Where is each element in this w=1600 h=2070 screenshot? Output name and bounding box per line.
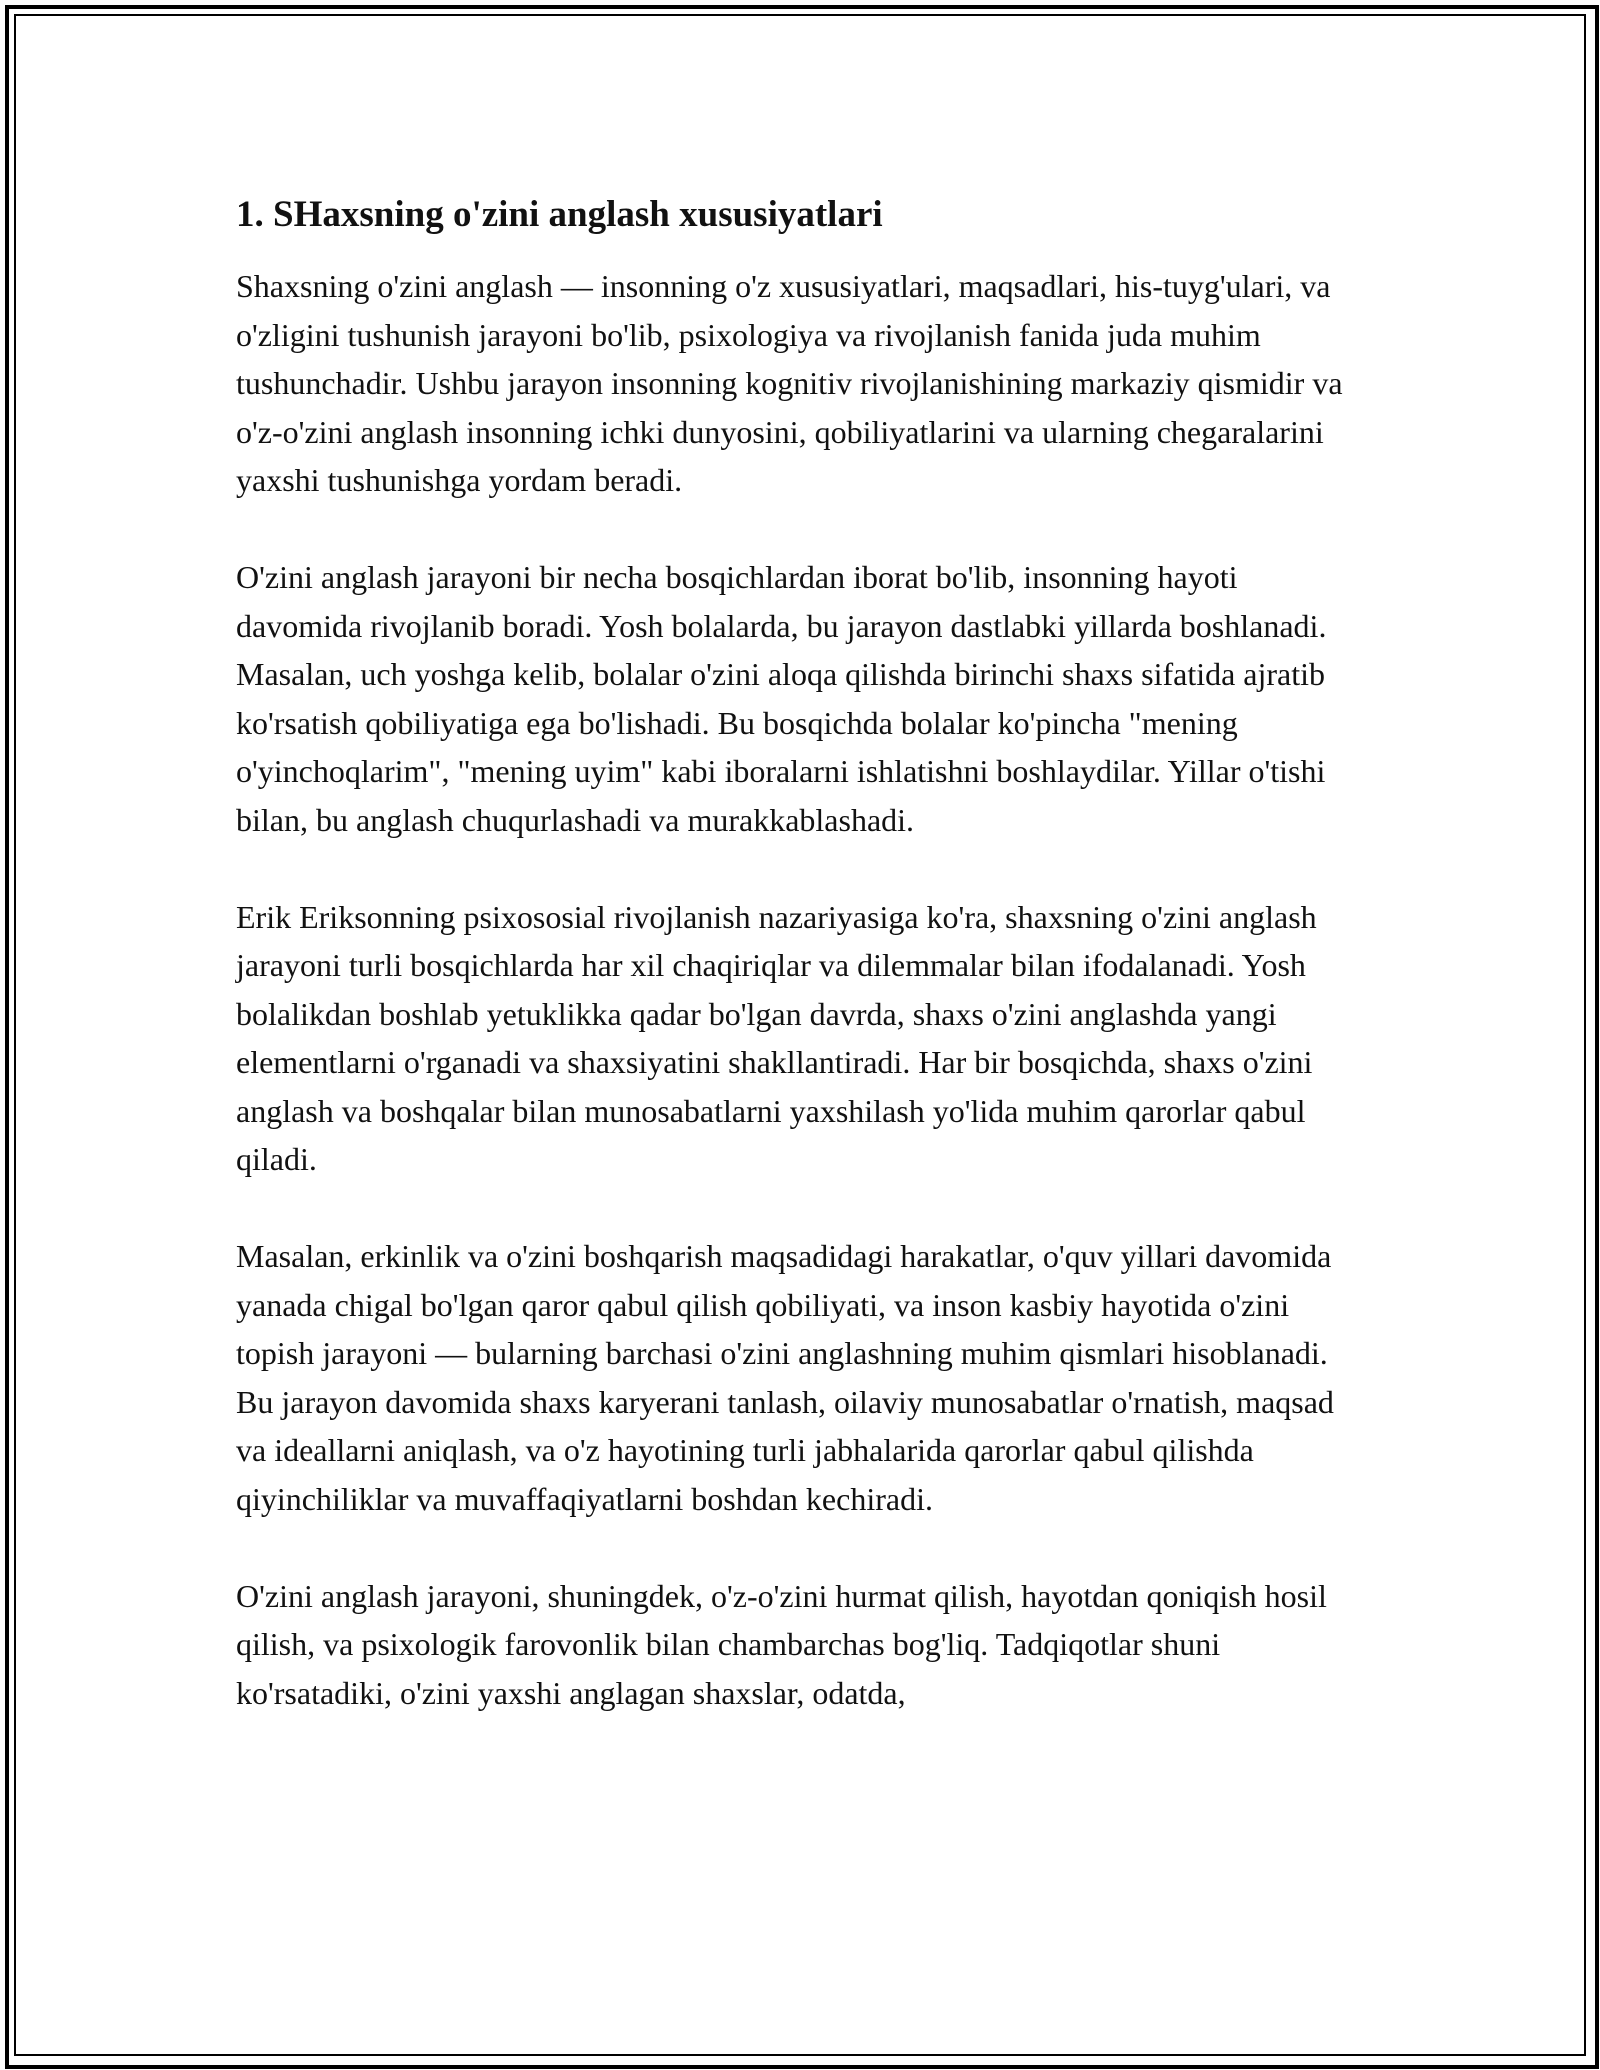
paragraph: Shaxsning o'zini anglash — insonning o'z xususiyatlari, maqsadlari, his-tuyg'ulari, va o'zligini tushunish jarayoni bo'lib, psixologiya va rivojlanish fanida juda muhim tushunchadir. Ushbu jarayon insonning kognitiv rivojlanishining markaziy qismidir va o'z-o'zini anglash insonning ichki dunyosini, qobiliyatlarini va ularning chegaralarini yaxshi tushunishga yordam beradi. — [236, 268, 1343, 498]
section-heading: 1. SHaxsning o'zini anglash xususiyatlari — [236, 194, 883, 235]
paragraph: Erik Eriksonning psixososial rivojlanish nazariyasiga ko'ra, shaxsning o'zini anglash jarayoni turli bosqichlarda har xil chaqiriqlar va dilemmalar bilan ifodalanadi. Yosh bolalikdan boshlab yetuklikka qadar bo'lgan davrda, shaxs o'zini anglashda yangi elementlarni o'rganadi va shaxsiyatini shakllantiradi. Har bir bosqichda, shaxs o'zini anglash va boshqalar bilan munosabatlarni yaxshilash yo'lida muhim qarorlar qabul qiladi. — [236, 898, 1317, 1177]
paragraph: O'zini anglash jarayoni, shuningdek, o'z-o'zini hurmat qilish, hayotdan qoniqish hosil qilish, va psixologik farovonlik bilan chambarchas bog'liq. Tadqiqotlar shuni ko'rsatadiki, o'zini yaxshi anglagan shaxslar, odatda, — [236, 1577, 1327, 1711]
paragraph: O'zini anglash jarayoni bir necha bosqichlardan iborat bo'lib, insonning hayoti davomida rivojlanib boradi. Yosh bolalarda, bu jarayon dastlabki yillarda boshlanadi. Masalan, uch yoshga kelib, bolalar o'zini aloqa qilishda birinchi shaxs sifatida ajratib ko'rsatish qobiliyatiga ega bo'lishadi. Bu bosqichda bolalar ko'pincha "mening o'yinchoqlarim", "mening uyim" kabi iboralarni ishlatishni boshlaydilar. Yillar o'tishi bilan, bu anglash chuqurlashadi va murakkablashadi. — [236, 559, 1327, 838]
paragraph: Masalan, erkinlik va o'zini boshqarish maqsadidagi harakatlar, o'quv yillari davomida yanada chigal bo'lgan qaror qabul qilish qobiliyati, va inson kasbiy hayotida o'zini topish jarayoni — bularning barchasi o'zini anglashning muhim qismlari hisoblanadi. Bu jarayon davomida shaxs karyerani tanlash, oilaviy munosabatlar o'rnatish, maqsad va ideallarni aniqlash, va o'z hayotining turli jabhalarida qarorlar qabul qilishda qiyinchiliklar va muvaffaqiyatlarni boshdan kechiradi. — [236, 1238, 1334, 1517]
document-body — [236, 186, 1366, 1717]
